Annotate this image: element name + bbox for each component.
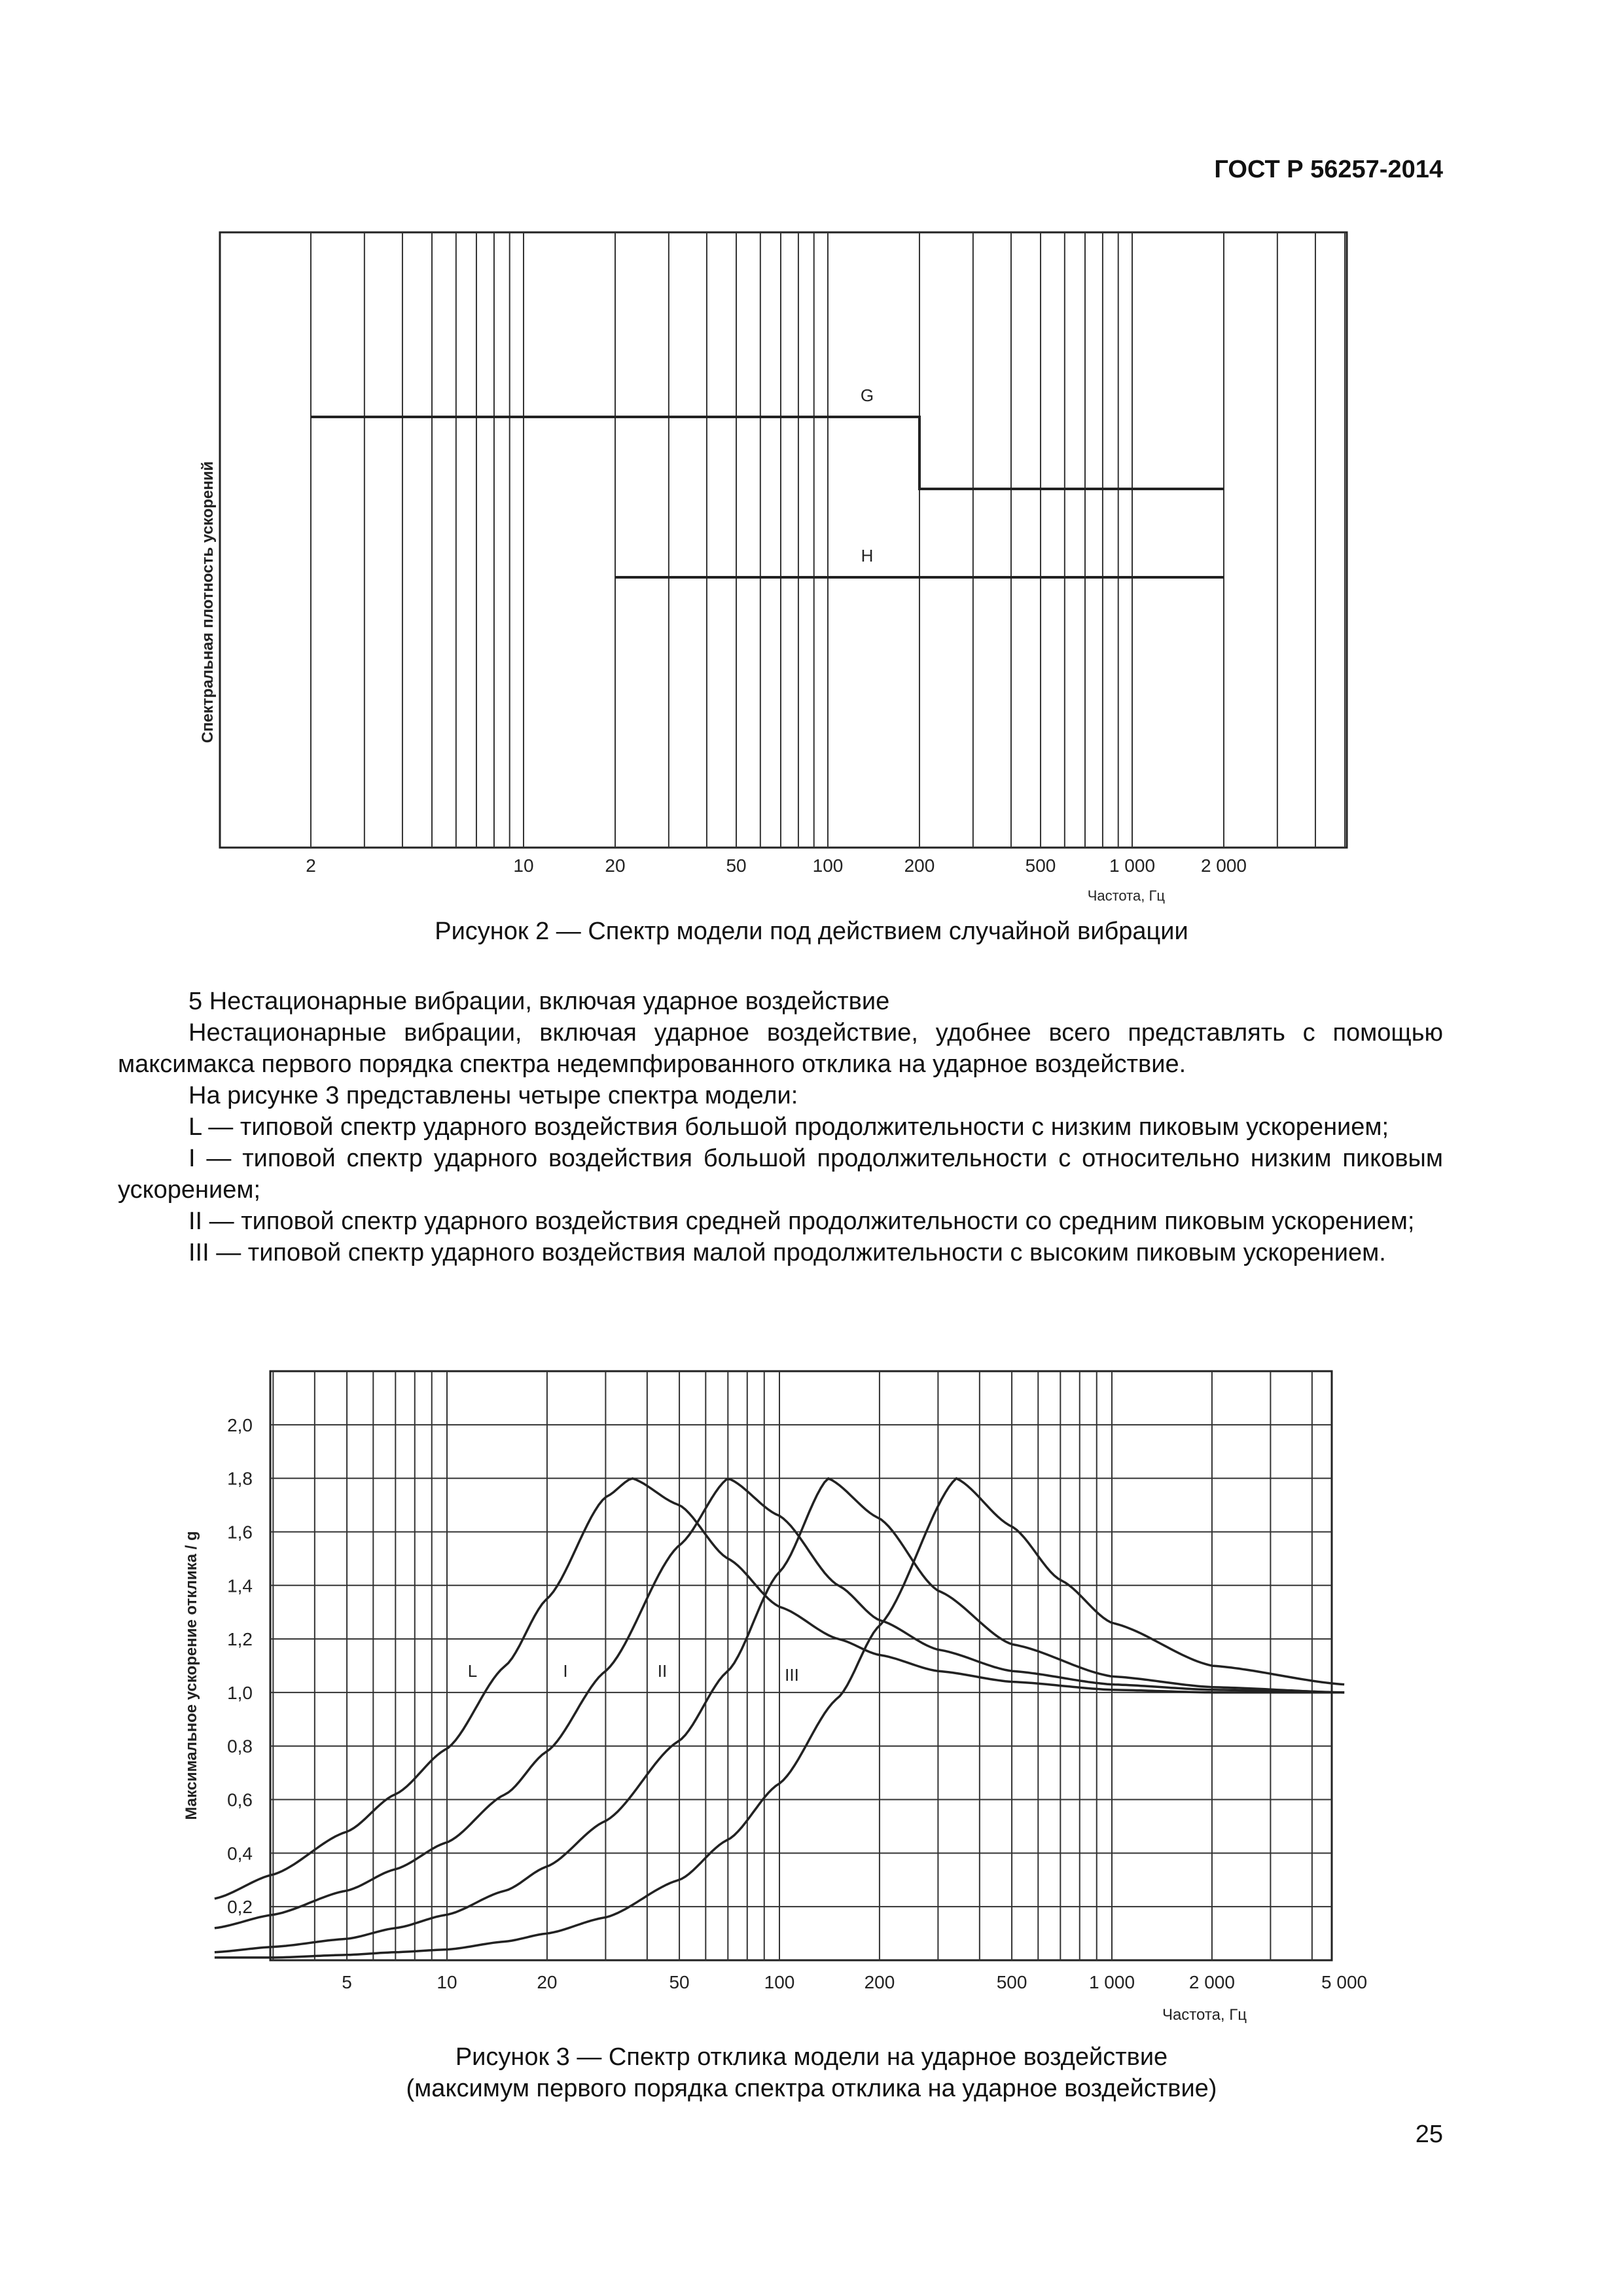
figure-3-x-tick-label: 500 — [996, 1972, 1027, 1992]
figure-3-series-labels — [468, 1661, 799, 1685]
figure-2-series-label-G: G — [860, 386, 874, 405]
document-standard-number: ГОСТ Р 56257-2014 — [1214, 156, 1443, 183]
figure-3-series-label-III: III — [785, 1665, 799, 1685]
figure-2-caption: Рисунок 2 — Спектр модели под действием случайной вибрации — [435, 918, 1188, 945]
figure-2-x-tick-label: 200 — [904, 855, 935, 876]
figure-3-x-axis-label: Частота, Гц — [1162, 2006, 1247, 2024]
figure-3-y-tick-label: 0,8 — [227, 1736, 253, 1757]
figure-3-y-tick-label: 1,0 — [227, 1682, 253, 1703]
figure-3-tick-labels — [227, 1415, 1367, 1992]
figure-2-x-tick-label: 10 — [513, 855, 534, 876]
figure-2-x-tick-label: 2 — [306, 855, 316, 876]
list-item: III — типовой спектр ударного воздействия малой продолжительности с высоким пиковым ускорением. — [188, 1239, 1386, 1266]
figure-3-x-tick-label: 10 — [437, 1972, 457, 1992]
paragraph-2: На рисунке 3 представлены четыре спектра модели: — [188, 1082, 798, 1109]
paragraph-1: Нестационарные вибрации, включая ударное воздействие, удобнее всего представлять с помощью максимакса первого порядка спектра недемпфированного отклика на ударное воздействие. — [118, 1019, 1443, 1078]
section-heading: 5 Нестационарные вибрации, включая ударное воздействие — [188, 988, 890, 1015]
figure-2-x-tick-label: 20 — [605, 855, 626, 876]
figure-3-series-label-L: L — [467, 1661, 478, 1681]
list-item: II — типовой спектр ударного воздействия средней продолжительности со средним пиковым ускорением; — [188, 1208, 1415, 1235]
figure-2-x-tick-label: 100 — [812, 855, 844, 876]
figure-3-x-tick-label: 2 000 — [1188, 1972, 1235, 1992]
figure-3-y-tick-label: 1,4 — [227, 1575, 253, 1596]
figure-3-x-tick-label: 50 — [669, 1972, 690, 1992]
figure-2-series-label-H: H — [861, 546, 874, 565]
figure-3-caption-line-2: (максимум первого порядка спектра отклика на ударное воздействие) — [406, 2075, 1217, 2102]
figure-3-x-tick-label: 5 — [342, 1972, 352, 1992]
list-item: I — типовой спектр ударного воздействия большой продолжительности с относительно низким пиковым ускорением; — [118, 1145, 1443, 1204]
figure-2-x-axis-label: Частота, Гц — [1087, 888, 1165, 904]
figure-3-series-label-I: I — [563, 1661, 568, 1681]
figure-2-x-tick-label: 1 000 — [1109, 855, 1156, 876]
figure-3-y-tick-label: 0,6 — [227, 1789, 253, 1810]
list-item: L — типовой спектр ударного воздействия большой продолжительности с низким пиковым ускорением; — [188, 1113, 1389, 1141]
figure-3-y-tick-label: 2,0 — [227, 1414, 253, 1435]
page-number: 25 — [1415, 2121, 1443, 2148]
figure-3-x-tick-label: 1 000 — [1088, 1972, 1135, 1992]
figure-3-caption-line-1: Рисунок 3 — Спектр отклика модели на ударное воздействие — [455, 2043, 1168, 2071]
figure-2-x-tick-label: 500 — [1025, 855, 1056, 876]
figure-3-x-tick-label: 20 — [537, 1972, 558, 1992]
figure-3-y-tick-label: 0,4 — [227, 1843, 253, 1864]
figure-3-y-tick-label: 1,2 — [227, 1629, 253, 1650]
figure-3-grid — [270, 1371, 1332, 1960]
figure-3-x-tick-label: 200 — [864, 1972, 895, 1992]
figure-3-y-tick-label: 0,2 — [227, 1897, 253, 1918]
figure-3-x-tick-label: 100 — [764, 1972, 795, 1992]
figure-3-series-label-II: II — [657, 1661, 668, 1681]
figure-3-y-axis-label: Максимальное ускорение отклика / g — [183, 1531, 200, 1820]
figure-2-x-tick-label: 2 000 — [1200, 855, 1247, 876]
figure-2-x-tick-label: 50 — [726, 855, 747, 876]
figure-2-y-axis-label: Спектральная плотность ускорений — [199, 461, 217, 744]
figure-3-plot-frame — [270, 1371, 1332, 1960]
figure-3-y-tick-label: 1,8 — [227, 1468, 253, 1489]
figure-3-y-tick-label: 1,6 — [227, 1522, 253, 1543]
figure-3-x-tick-label: 5 000 — [1321, 1972, 1368, 1992]
